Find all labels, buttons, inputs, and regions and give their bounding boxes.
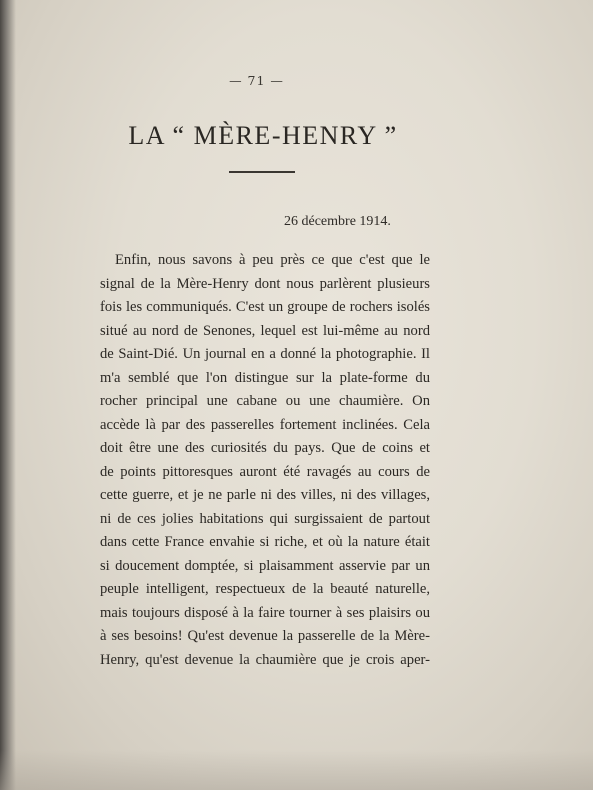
book-spine-shadow — [0, 0, 16, 790]
chapter-title: LA “ MÈRE-HENRY ” — [128, 121, 398, 150]
text-line: peuple intelligent, respectueux de la beauté naturelle, — [100, 581, 430, 597]
text-line: Henry, qu'est devenue la chaumière que je crois aper- — [100, 651, 430, 668]
text-line: cette guerre, et je ne parle ni des villes, ni des villages, — [100, 487, 430, 503]
text-line: Enfin, nous savons à peu près ce que c'est que le — [115, 252, 430, 268]
text-line: rocher principal une cabane ou une chaumière. On — [100, 393, 430, 409]
page-bottom-shadow — [0, 750, 593, 790]
text-line: situé au nord de Senones, lequel est lui-même au nord — [100, 322, 430, 339]
text-line: mais toujours disposé à la faire tourner à ses plaisirs ou — [100, 604, 430, 621]
text-line: à ses besoins! Qu'est devenue la passerelle de la Mère- — [100, 628, 430, 644]
title-divider — [229, 171, 295, 173]
text-line: accède là par des passerelles fortement inclinées. Cela — [100, 416, 430, 433]
text-line: si doucement domptée, si plaisamment asservie par un — [100, 557, 430, 574]
text-line: de Saint-Dié. Un journal en a donné la photographie. Il — [100, 346, 430, 362]
body-text — [100, 249, 430, 672]
text-line: de points pittoresques auront été ravagés au cours de — [100, 463, 430, 480]
text-line: dans cette France envahie si riche, et où la nature était — [100, 534, 430, 550]
text-line: fois les communiqués. C'est un groupe de rochers isolés — [100, 299, 430, 315]
text-line: ni de ces jolies habitations qui surgissaient de partout — [100, 510, 430, 527]
text-line: m'a semblé que l'on distingue sur la plate-forme du — [100, 369, 430, 386]
text-line: doit être une des curiosités du pays. Que de coins et — [100, 440, 430, 456]
page-number: — 71 — — [229, 73, 284, 88]
text-line: signal de la Mère-Henry dont nous parlèrent plusieurs — [100, 275, 430, 292]
dateline: 26 décembre 1914. — [284, 214, 391, 229]
